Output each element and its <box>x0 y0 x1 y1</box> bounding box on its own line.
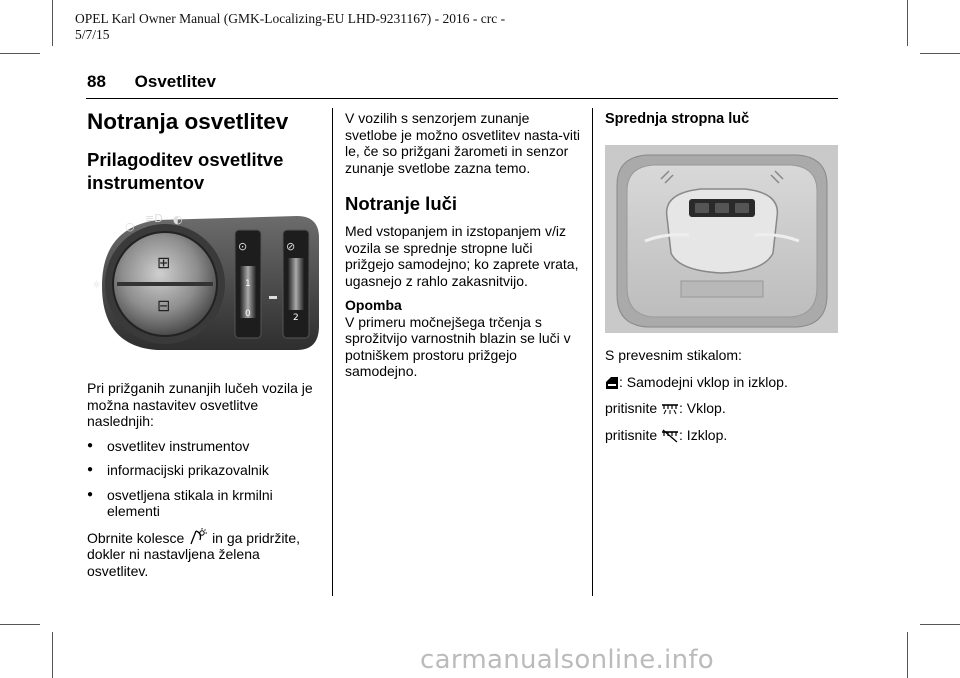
intro-text: Pri prižganih zunanjih lučeh vozila je možna nastavitev osvetlitve naslednjih: <box>87 380 313 429</box>
running-head <box>87 72 216 92</box>
figure-label: 0 <box>245 309 251 319</box>
light-on-icon <box>661 402 679 416</box>
auto-mode-text <box>605 374 840 391</box>
crop-mark <box>920 624 960 625</box>
section-heading: Sprednja stropna luč <box>605 111 750 127</box>
instruction-part: in ga pridržite, dokler ni nastavljena želena osvetlitev. <box>87 529 300 579</box>
note-label: Opomba <box>345 297 402 313</box>
figure-label: 1 <box>245 279 251 289</box>
svg-text:⊘: ⊘ <box>286 240 296 253</box>
column-divider <box>332 108 333 596</box>
sensor-note: V vozilih s senzorjem zunanje svetlobe je možno osvetlitev nasta-viti le, če so prižgani žarometi in senzor zunanje svetlobe zazna temo. <box>345 110 580 176</box>
on-prefix: pritisnite <box>605 400 658 416</box>
off-mode-label: : Izklop. <box>679 426 728 443</box>
off-prefix: pritisnite <box>605 426 658 443</box>
off-mode-text <box>605 427 840 444</box>
svg-text:☼: ☼ <box>92 280 101 291</box>
on-mode-text <box>605 400 840 417</box>
crop-mark <box>920 53 960 54</box>
document-info <box>75 11 505 43</box>
instruction-part: Obrnite kolesce <box>87 529 185 546</box>
doc-date: 5/7/15 <box>75 27 110 42</box>
column-2 <box>345 110 585 388</box>
door-auto-icon <box>605 376 619 390</box>
note-text: V primeru močnejšega trčenja s sprožitvijo varnostnih blazin se luči v potniškem prostoru prižgejo samodejno. <box>345 313 571 379</box>
dome-light-figure <box>605 145 838 333</box>
crop-mark <box>52 0 53 46</box>
page-title: Notranja osvetlitev <box>87 109 289 134</box>
crop-mark <box>0 53 40 54</box>
page-number: 88 <box>87 72 106 91</box>
crop-mark <box>907 0 908 46</box>
svg-text:○: ○ <box>125 220 135 233</box>
svg-text:◐: ◐ <box>173 213 183 226</box>
section-title: Osvetlitev <box>134 72 216 91</box>
list-item: ● osvetljena stikala in krmilni elementi <box>87 487 323 520</box>
column-3 <box>605 110 840 451</box>
svg-text:⊟: ⊟ <box>157 296 171 315</box>
section-heading: Notranje luči <box>345 193 458 214</box>
svg-text:⊙: ⊙ <box>238 240 248 253</box>
on-mode-label: : Vklop. <box>679 400 726 416</box>
svg-text:⊞: ⊞ <box>157 253 171 272</box>
crop-mark <box>0 624 40 625</box>
interior-lights-text: Med vstopanjem in izstopanjem v/iz vozila se sprednje stropne luči prižgejo samodejno; ko zaprete vrata, ugasnejo z rahlo zakasnitvijo. <box>345 223 579 289</box>
column-divider <box>592 108 593 596</box>
list-item: ● osvetlitev instrumentov <box>87 438 323 455</box>
svg-text:≡D: ≡D <box>145 212 163 225</box>
light-switch-figure <box>87 208 323 358</box>
dimmer-wheel-icon <box>188 528 208 546</box>
crop-mark <box>907 632 908 678</box>
switch-intro: S prevesnim stikalom: <box>605 347 742 363</box>
light-off-icon <box>661 429 679 443</box>
figure-label: 2 <box>293 313 299 323</box>
instruction-text <box>87 528 323 580</box>
subtitle: Prilagoditev osvetlitve instrumentov <box>87 149 284 193</box>
doc-info-line: OPEL Karl Owner Manual (GMK-Localizing-EU LHD-9231167) - 2016 - crc - <box>75 11 506 26</box>
crop-mark <box>52 632 53 678</box>
header-rule <box>86 98 838 99</box>
watermark: carmanualsonline.info <box>420 645 715 675</box>
column-1 <box>87 108 323 587</box>
auto-mode-label: : Samodejni vklop in izklop. <box>619 373 788 390</box>
list-item: ● informacijski prikazovalnik <box>87 462 323 479</box>
bullet-list <box>87 438 323 520</box>
